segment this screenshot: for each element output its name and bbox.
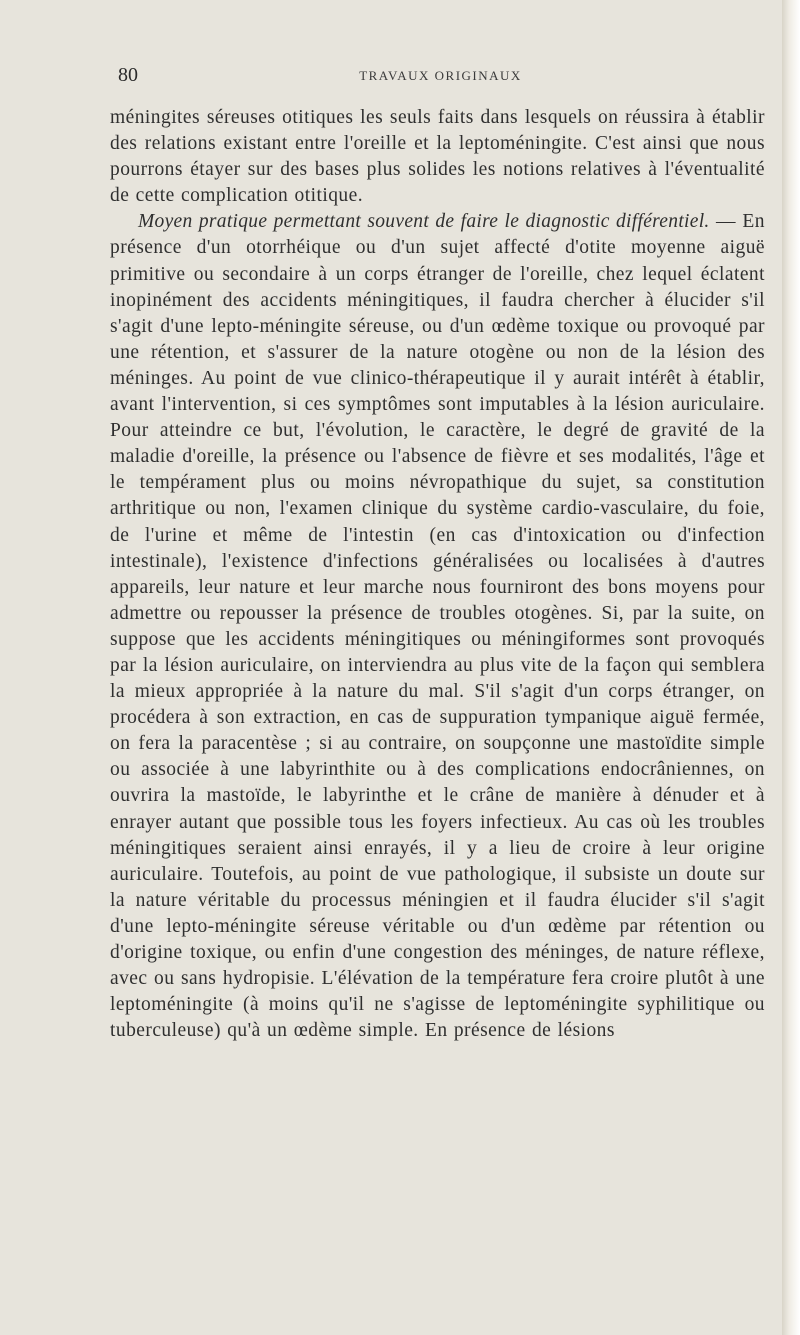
body-text	[110, 105, 765, 1044]
paragraph-2	[110, 209, 765, 1044]
page-header	[118, 64, 763, 90]
paragraph-1: méningites séreuses otitiques les seuls faits dans lesquels on réussira à établir des relations existant entre l'oreille et la leptoméningite. C'est ainsi que nous pourrons étayer sur des bases plus solides les notions relatives à l'éventualité de cette complication otitique.	[110, 107, 765, 207]
paragraph-2-text: — En présence d'un otorrhéique ou d'un sujet affecté d'otite moyenne aiguë primitive ou secondaire à un corps étranger de l'oreille, chez lequel éclatent inopinément des accidents méningitiques, il faudra chercher à élucider s'il s'agit d'une lepto-méningite séreuse, ou d'un œdème toxique ou provoqué par une rétention, et s'assurer de la nature otogène ou non de la lésion des méninges. Au point de vue clinico-thérapeutique il y aurait intérêt à établir, avant l'intervention, si ces symptômes sont imputables à la lésion auriculaire. Pour atteindre ce but, l'évolution, le caractère, le degré de gravité de la maladie d'oreille, la présence ou l'absence de fièvre et ses modalités, l'âge et le tempérament plus ou moins névropathique du sujet, sa constitution arthritique ou non, l'examen clinique du système cardio-vasculaire, du foie, de l'urine et même de l'intestin (en cas d'intoxication ou d'infection intestinale), l'existence d'infections généralisées ou localisées à d'autres appareils, leur nature et leur marche nous fourniront des bons moyens pour admettre ou repousser la présence de troubles otogènes. Si, par la suite, on suppose que les accidents méningitiques ou méningiformes sont provoqués par la lésion auriculaire, on interviendra au plus vite de la façon qui semblera la mieux appropriée à la nature du mal. S'il s'agit d'un corps étranger, on procédera à son extraction, en cas de suppuration tympanique aiguë fermée, on fera la paracentèse ; si au contraire, on soupçonne une mastoïdite simple ou associée à une labyrinthite ou à des complications endocrâniennes, on ouvrira la mastoïde, le labyrinthe et le crâne de manière à dénuder et à enrayer autant que possible tous les foyers infectieux. Au cas où les troubles méningitiques seraient ainsi enrayés, il y a lieu de croire à leur origine auriculaire. Toutefois, au point de vue pathologique, il subsiste un doute sur la nature véritable du processus méningien et il faudra élucider s'il s'agit d'une lepto-méningite séreuse véritable ou d'un œdème par rétention ou d'origine toxique, ou enfin d'une congestion des méninges, de nature réflexe, avec ou sans hydropisie. L'élévation de la température fera croire plutôt à une leptoméningite (à moins qu'il ne s'agisse de leptoméningite syphilitique ou tuberculeuse) qu'à un œdème simple. En présence de lésions	[110, 211, 765, 1042]
page-edge-shadow	[782, 0, 800, 1335]
page-number: 80	[118, 64, 138, 86]
section-heading: Moyen pratique permettant souvent de faire le diagnostic différentiel.	[138, 211, 710, 233]
running-head: TRAVAUX ORIGINAUX	[359, 68, 522, 83]
